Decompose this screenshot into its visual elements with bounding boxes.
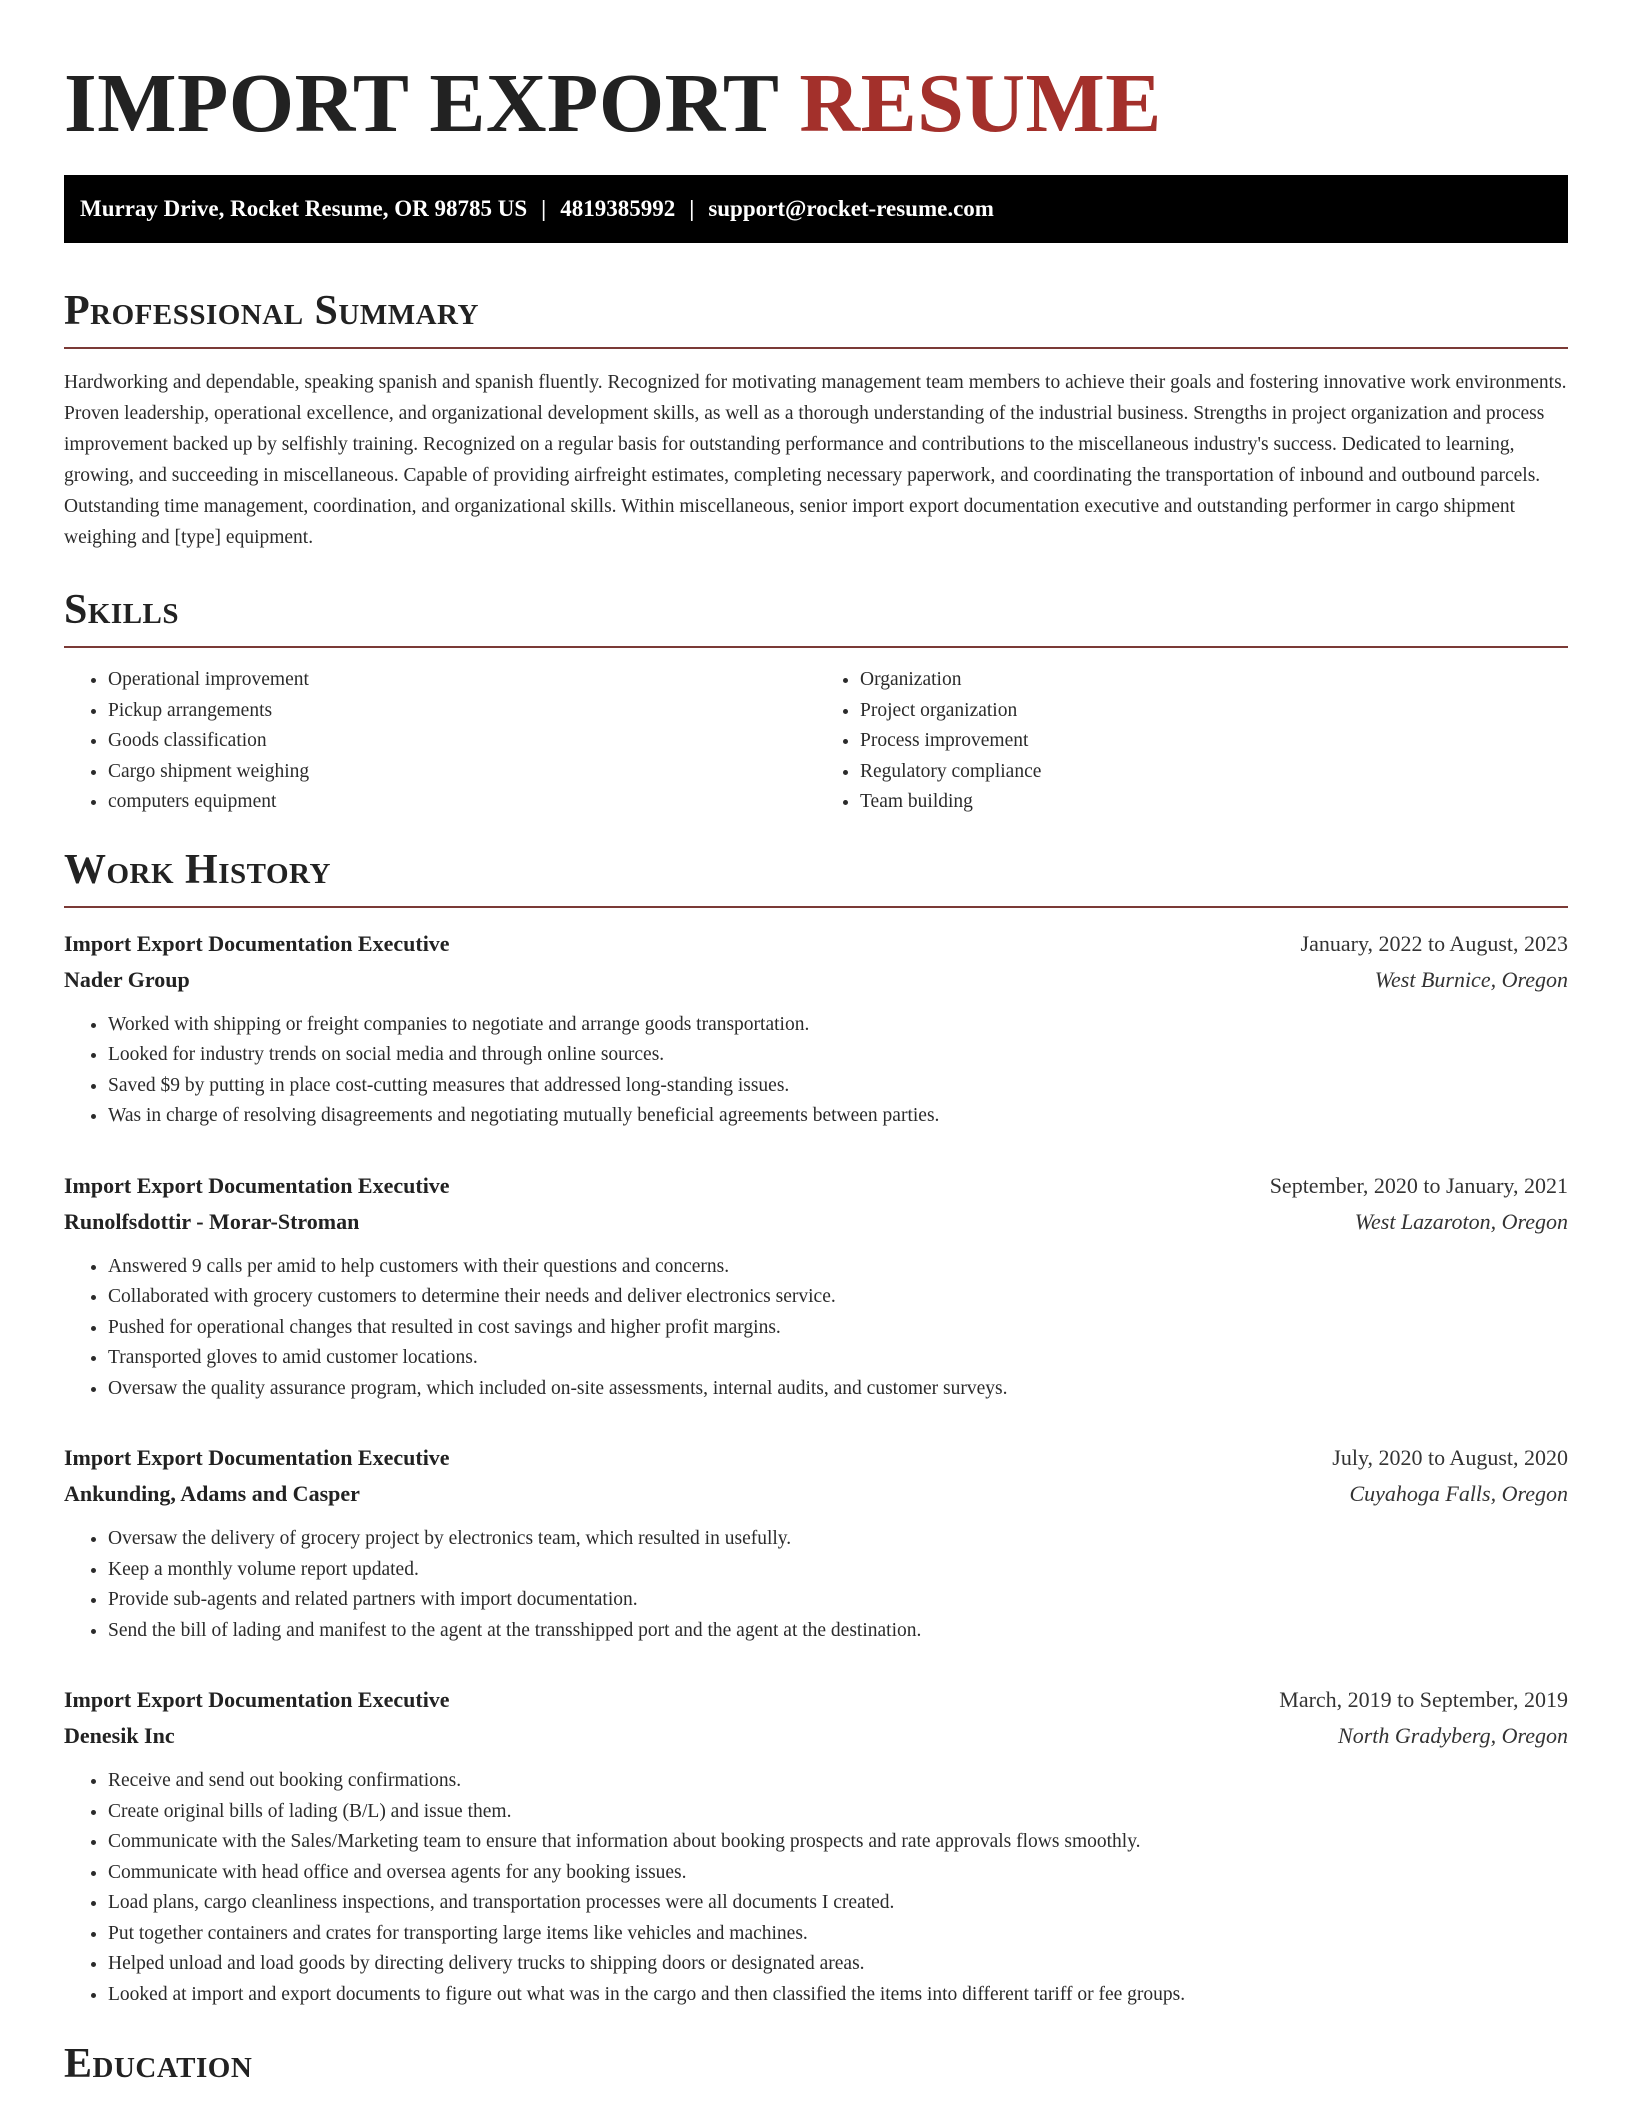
job-company: Denesik Inc bbox=[64, 1723, 175, 1748]
job-bullet: • Keep a monthly volume report updated. bbox=[108, 1555, 1568, 1586]
job-bullet: • Saved $9 by putting in place cost-cutting measures that addressed long-standing issues. bbox=[108, 1071, 1568, 1102]
skill-item: • Cargo shipment weighing bbox=[108, 757, 816, 788]
section-divider bbox=[64, 646, 1568, 648]
skill-item: • Operational improvement bbox=[108, 665, 816, 696]
skill-item: • Pickup arrangements bbox=[108, 696, 816, 727]
title-main: IMPORT EXPORT bbox=[64, 57, 778, 150]
job-title: Import Export Documentation Executive bbox=[64, 1687, 450, 1712]
skill-item: • Organization bbox=[860, 665, 1568, 696]
title-accent: RESUME bbox=[799, 57, 1162, 150]
job-bullet: • Transported gloves to amid customer locations. bbox=[108, 1343, 1568, 1374]
job-bullets bbox=[64, 1766, 1568, 2010]
job-bullet: • Send the bill of lading and manifest to the agent at the transshipped port and the agent at the destination. bbox=[108, 1616, 1568, 1647]
job-bullet: • Communicate with head office and oversea agents for any booking issues. bbox=[108, 1858, 1568, 1889]
summary-text: Hardworking and dependable, speaking spanish and spanish fluently. Recognized for motivating management team members to achieve their goals and fostering innovative work environments. Proven leadership, operational excellence, and organizational development skills, as well as a thorough understanding of the industrial business. Strengths in project organization and process improvement backed up by selfishly training. Recognized on a regular basis for outstanding performance and contributions to the miscellaneous industry's success. Dedicated to learning, growing, and succeeding in miscellaneous. Capable of providing airfreight estimates, completing necessary paperwork, and coordinating the transportation of inbound and outbound parcels. Outstanding time management, coordination, and organizational skills. Within miscellaneous, senior import export documentation executive and outstanding performer in cargo shipment weighing and [type] equipment. bbox=[64, 372, 1567, 548]
job-bullet: • Looked for industry trends on social media and through online sources. bbox=[108, 1040, 1568, 1071]
job-bullet: • Provide sub-agents and related partners with import documentation. bbox=[108, 1585, 1568, 1616]
job-entry bbox=[64, 926, 1568, 1132]
skills-heading: Skills bbox=[64, 587, 180, 633]
job-location: West Burnice, Oregon bbox=[1374, 966, 1568, 992]
job-dates: September, 2020 to January, 2021 bbox=[1269, 1172, 1568, 1198]
job-company-row bbox=[64, 1204, 1568, 1240]
summary-heading: Professional Summary bbox=[64, 288, 479, 334]
job-bullet: • Collaborated with grocery customers to determine their needs and deliver electronics service. bbox=[108, 1282, 1568, 1313]
contact-email: support@rocket-resume.com bbox=[708, 196, 994, 221]
job-title: Import Export Documentation Executive bbox=[64, 930, 450, 956]
job-bullet: • Worked with shipping or freight companies to negotiate and arrange goods transportation. bbox=[108, 1010, 1568, 1041]
job-bullet: • Oversaw the delivery of grocery project by electronics team, which resulted in usefully. bbox=[108, 1524, 1568, 1555]
job-location: Cuyahoga Falls, Oregon bbox=[1349, 1481, 1568, 1506]
skill-item: • Team building bbox=[860, 787, 1568, 818]
summary-section bbox=[64, 287, 1568, 553]
job-header-row bbox=[64, 926, 1568, 962]
skills-list-left bbox=[64, 665, 816, 818]
job-bullets bbox=[64, 1524, 1568, 1646]
job-bullet: • Looked at import and export documents to figure out what was in the cargo and then classified the items into different tariff or fee groups. bbox=[108, 1980, 1568, 2011]
contact-separator: | bbox=[541, 196, 547, 221]
job-header-row bbox=[64, 1168, 1568, 1204]
job-header-row bbox=[64, 1440, 1568, 1476]
job-company: Nader Group bbox=[64, 966, 190, 992]
job-dates: March, 2019 to September, 2019 bbox=[1279, 1687, 1568, 1712]
skill-item: • Goods classification bbox=[108, 726, 816, 757]
job-bullet: • Receive and send out booking confirmations. bbox=[108, 1766, 1568, 1797]
work-history-section bbox=[64, 846, 1568, 2011]
contact-address: Murray Drive, Rocket Resume, OR 98785 US bbox=[80, 196, 528, 221]
skill-item: • computers equipment bbox=[108, 787, 816, 818]
skills-section bbox=[64, 586, 1568, 818]
work-history-heading: Work History bbox=[64, 846, 331, 893]
skills-grid bbox=[64, 665, 1568, 818]
job-title: Import Export Documentation Executive bbox=[64, 1172, 450, 1198]
section-divider bbox=[64, 906, 1568, 908]
contact-separator: | bbox=[689, 196, 695, 221]
job-location: North Gradyberg, Oregon bbox=[1338, 1723, 1568, 1748]
education-section bbox=[64, 2040, 1568, 2088]
job-bullet: • Answered 9 calls per amid to help customers with their questions and concerns. bbox=[108, 1252, 1568, 1283]
job-entry bbox=[64, 1440, 1568, 1646]
skill-item: • Project organization bbox=[860, 696, 1568, 727]
job-title: Import Export Documentation Executive bbox=[64, 1445, 450, 1470]
skill-item: • Process improvement bbox=[860, 726, 1568, 757]
skill-item: • Regulatory compliance bbox=[860, 757, 1568, 788]
job-bullet: • Helped unload and load goods by directing delivery trucks to shipping doors or designated areas. bbox=[108, 1949, 1568, 1980]
section-divider bbox=[64, 347, 1568, 349]
job-company-row bbox=[64, 962, 1568, 998]
job-dates: July, 2020 to August, 2020 bbox=[1332, 1445, 1568, 1470]
contact-phone: 4819385992 bbox=[560, 196, 676, 221]
job-bullet: • Was in charge of resolving disagreements and negotiating mutually beneficial agreements between parties. bbox=[108, 1101, 1568, 1132]
job-dates: January, 2022 to August, 2023 bbox=[1300, 930, 1568, 956]
resume-title bbox=[64, 0, 1568, 150]
job-bullets bbox=[64, 1252, 1568, 1405]
skills-list-right bbox=[816, 665, 1568, 818]
job-bullet: • Load plans, cargo cleanliness inspections, and transportation processes were all documents I created. bbox=[108, 1888, 1568, 1919]
job-bullet: • Put together containers and crates for transporting large items like vehicles and machines. bbox=[108, 1919, 1568, 1950]
job-bullet: • Communicate with the Sales/Marketing team to ensure that information about booking prospects and rate approvals flows smoothly. bbox=[108, 1827, 1568, 1858]
job-company: Runolfsdottir - Morar-Stroman bbox=[64, 1208, 360, 1234]
job-company-row bbox=[64, 1718, 1568, 1754]
job-entry bbox=[64, 1682, 1568, 2010]
job-bullet: • Oversaw the quality assurance program, which included on-site assessments, internal audits, and customer surveys. bbox=[108, 1374, 1568, 1405]
job-company-row bbox=[64, 1476, 1568, 1512]
job-location: West Lazaroton, Oregon bbox=[1354, 1208, 1568, 1234]
job-bullet: • Pushed for operational changes that resulted in cost savings and higher profit margins. bbox=[108, 1313, 1568, 1344]
job-entry bbox=[64, 1168, 1568, 1405]
contact-bar bbox=[64, 175, 1568, 243]
job-company: Ankunding, Adams and Casper bbox=[64, 1481, 360, 1506]
job-header-row bbox=[64, 1682, 1568, 1718]
education-heading: Education bbox=[64, 2041, 253, 2087]
job-bullet: • Create original bills of lading (B/L) and issue them. bbox=[108, 1797, 1568, 1828]
job-bullets bbox=[64, 1010, 1568, 1132]
